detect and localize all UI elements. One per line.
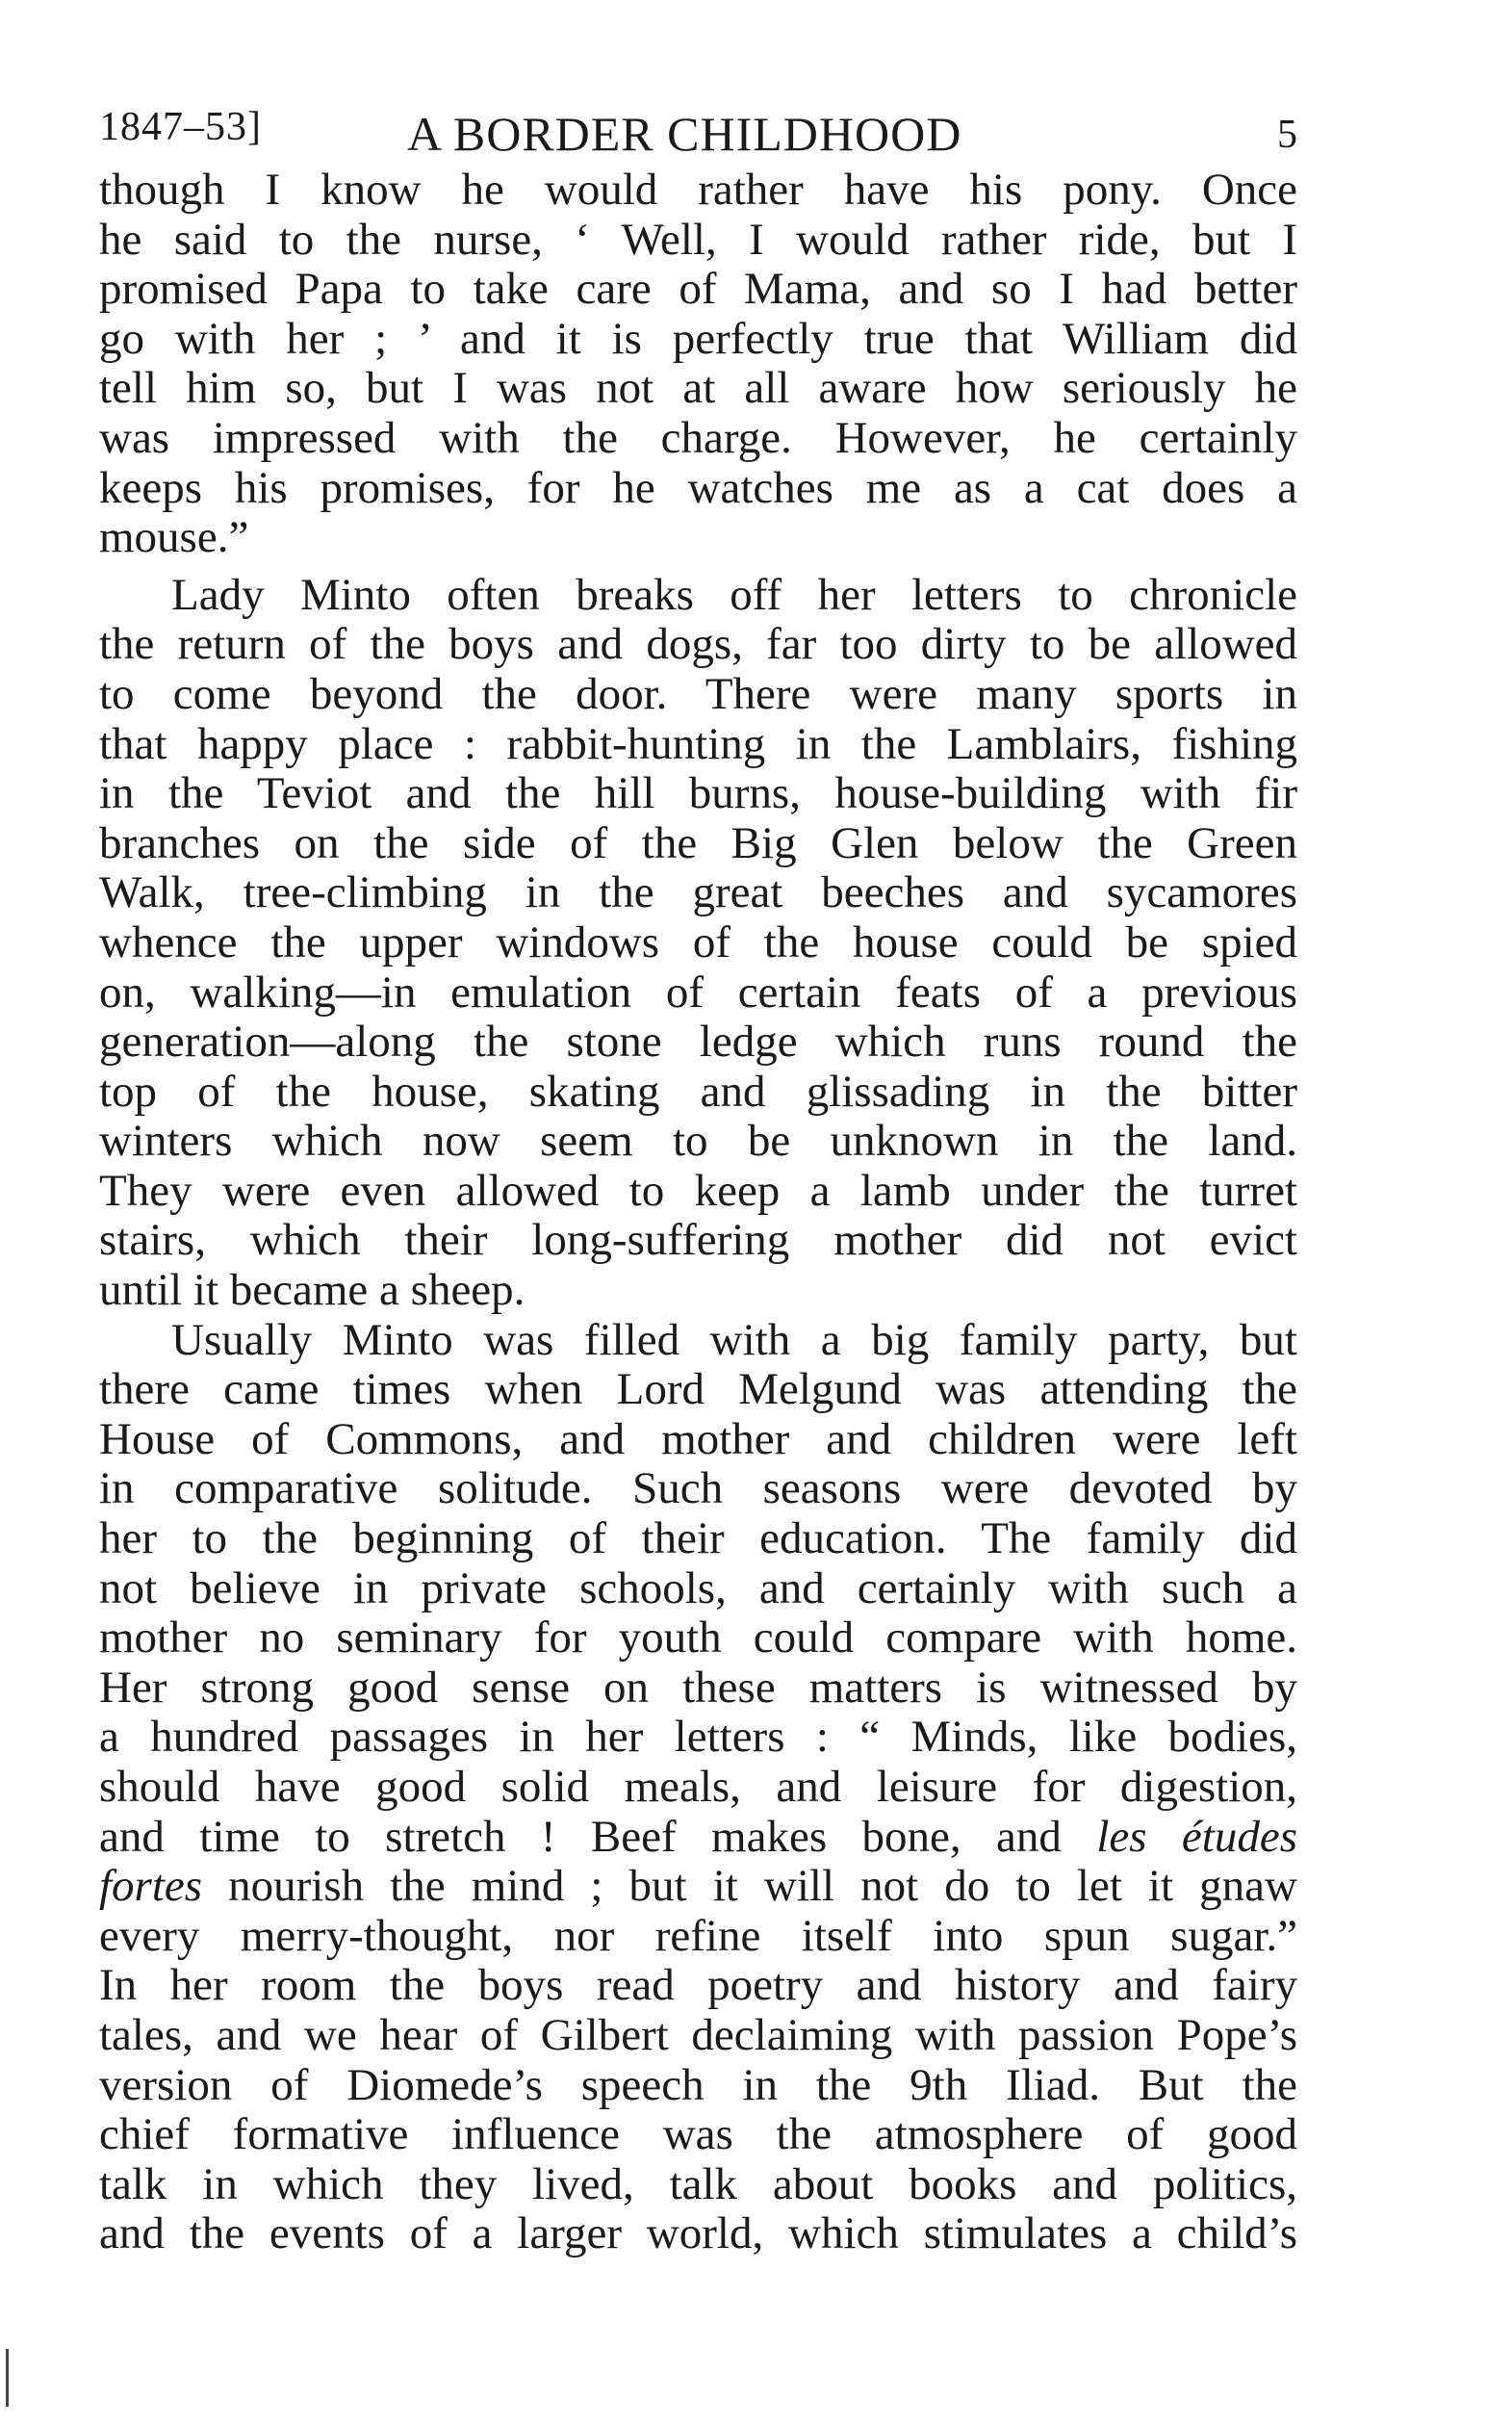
italic-phrase: fortes: [99, 1862, 203, 1912]
text-line: mouse.”: [99, 513, 249, 563]
folio-date-range: 1847–53]: [99, 105, 262, 149]
text-line: version of Diomede’s speech in the 9th Iliad. But the: [99, 2060, 1297, 2110]
text-line: in comparative solitude. Such seasons were devoted by: [99, 1464, 1297, 1514]
text-line: Her strong good sense on these matters is witnessed by: [99, 1663, 1297, 1713]
italic-phrase: les études: [1096, 1812, 1297, 1862]
text-line: fortes nourish the mind ; but it will not do to let it gnaw: [99, 1862, 1297, 1912]
running-title: A BORDER CHILDHOOD: [407, 107, 962, 161]
text-line: House of Commons, and mother and children were left: [99, 1414, 1297, 1464]
text-line: chief formative influence was the atmosphere of good: [99, 2110, 1297, 2160]
text-line: that happy place : rabbit-hunting in the Lamblairs, fishing: [99, 719, 1297, 769]
text-line: promised Papa to take care of Mama, and so I had better: [99, 265, 1297, 315]
text-line: tell him so, but I was not at all aware how seriously he: [99, 364, 1297, 414]
text-line: in the Teviot and the hill burns, house-building with fir: [99, 769, 1297, 819]
text-line: mother no seminary for youth could compare with home.: [99, 1613, 1297, 1664]
page-number: 5: [1277, 113, 1297, 157]
text-line: stairs, which their long-suffering mother did not evict: [99, 1216, 1297, 1266]
text-line: should have good solid meals, and leisure for digestion,: [99, 1763, 1297, 1812]
body-text: [99, 166, 1297, 2259]
text-line: her to the beginning of their education. The family did: [99, 1514, 1297, 1564]
text-line: was impressed with the charge. However, he certainly: [99, 413, 1297, 463]
text-line: tales, and we hear of Gilbert declaiming with passion Pope’s: [99, 2010, 1297, 2060]
text-line: They were even allowed to keep a lamb under the turret: [99, 1166, 1297, 1216]
text-line: every merry-thought, nor refine itself into spun sugar.”: [99, 1911, 1297, 1961]
text-line: to come beyond the door. There were many sports in: [99, 669, 1297, 719]
text-line: the return of the boys and dogs, far too dirty to be allowed: [99, 620, 1297, 670]
text-line: until it became a sheep.: [99, 1266, 525, 1316]
text-line: go with her ; ’ and it is perfectly true that William did: [99, 314, 1297, 364]
paragraph-first-line: Lady Minto often breaks off her letters to chronicle: [171, 570, 1297, 620]
text-line: generation—along the stone ledge which runs round the: [99, 1018, 1297, 1068]
binding-edge-mark: [6, 2349, 9, 2407]
running-head: [99, 96, 1297, 173]
text-line: top of the house, skating and glissading in the bitter: [99, 1067, 1297, 1117]
paragraph-first-line: Usually Minto was filled with a big family party, but: [171, 1315, 1297, 1365]
text-line: there came times when Lord Melgund was attending the: [99, 1365, 1297, 1415]
text-line: whence the upper windows of the house could be spied: [99, 917, 1297, 967]
text-line: and time to stretch ! Beef makes bone, and les études: [99, 1812, 1297, 1862]
text-line: a hundred passages in her letters : “ Minds, like bodies,: [99, 1713, 1297, 1763]
text-line: winters which now seem to be unknown in the land.: [99, 1117, 1297, 1167]
text-line: not believe in private schools, and certainly with such a: [99, 1563, 1297, 1613]
text-line: on, walking—in emulation of certain feats of a previous: [99, 967, 1297, 1018]
text-line: though I know he would rather have his pony. Once: [99, 166, 1297, 215]
text-line: he said to the nurse, ‘ Well, I would rather ride, but I: [99, 215, 1297, 265]
text-line: Walk, tree-climbing in the great beeches and sycamores: [99, 868, 1297, 918]
text-line: In her room the boys read poetry and history and fairy: [99, 1961, 1297, 2011]
text-line: and the events of a larger world, which stimulates a child’s: [99, 2209, 1297, 2259]
text-line: branches on the side of the Big Glen below the Green: [99, 818, 1297, 868]
text-line: talk in which they lived, talk about books and politics,: [99, 2159, 1297, 2209]
text-line: keeps his promises, for he watches me as a cat does a: [99, 463, 1297, 513]
